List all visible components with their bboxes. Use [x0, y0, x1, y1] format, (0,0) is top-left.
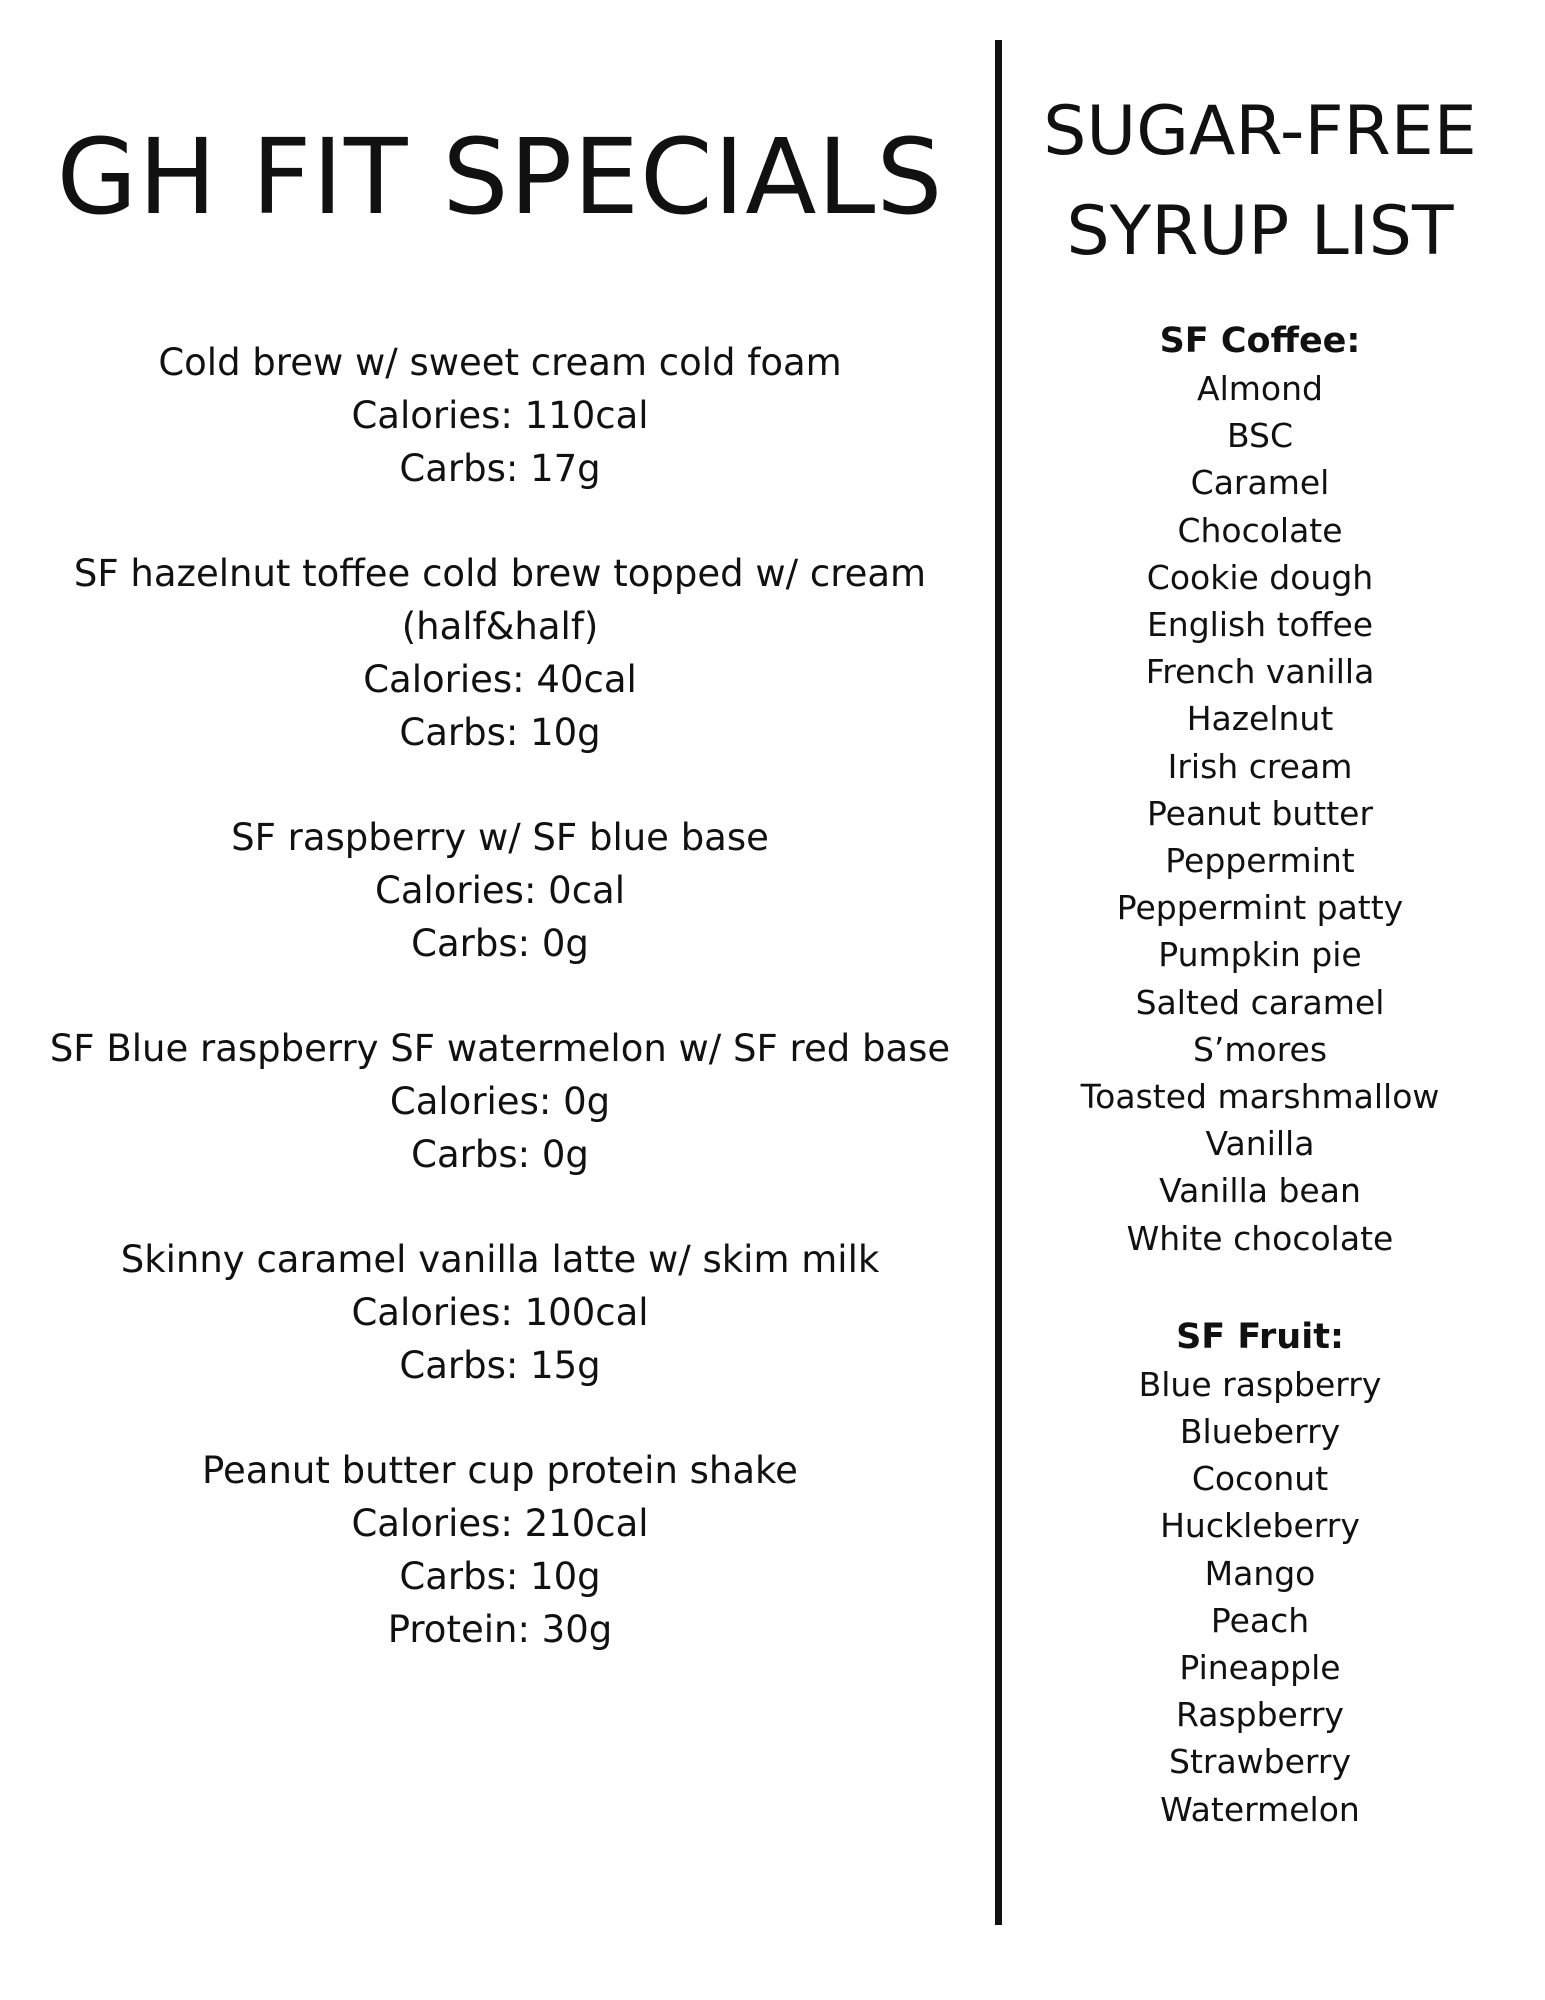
syrup-item: Toasted marshmallow: [1080, 1077, 1440, 1117]
syrup-item: Salted caramel: [1135, 982, 1385, 1022]
special-detail: Calories: 110cal: [351, 394, 649, 437]
syrup-item: Blue raspberry: [1138, 1364, 1382, 1404]
special-item: [0, 1022, 1000, 1181]
syrup-item: Coconut: [1191, 1459, 1329, 1499]
syrup-group: [1005, 1314, 1515, 1833]
syrup-item: BSC: [1226, 416, 1294, 456]
syrup-item: White chocolate: [1126, 1218, 1394, 1258]
special-detail: Carbs: 10g: [399, 1555, 601, 1598]
special-item: [0, 336, 1000, 495]
syrup-item: Caramel: [1190, 463, 1330, 503]
syrup-item: Chocolate: [1177, 510, 1343, 550]
syrup-item: Watermelon: [1160, 1789, 1360, 1829]
special-name: Skinny caramel vanilla latte w/ skim milk: [120, 1238, 880, 1281]
syrup-item: Pineapple: [1179, 1648, 1341, 1688]
special-name: SF Blue raspberry SF watermelon w/ SF red base: [49, 1027, 951, 1070]
syrup-item: S’mores: [1192, 1029, 1328, 1069]
syrup-groups: [1005, 318, 1515, 1885]
syrup-group: [1005, 318, 1515, 1262]
syrup-item: Huckleberry: [1160, 1506, 1360, 1546]
syrup-item: Strawberry: [1169, 1742, 1351, 1782]
special-name: SF raspberry w/ SF blue base: [231, 816, 769, 859]
syrup-title-line-2: SYRUP LIST: [1066, 192, 1454, 271]
syrup-column: [1005, 0, 1545, 2000]
special-name: SF hazelnut toffee cold brew topped w/ cream: [73, 552, 927, 595]
syrup-item: Peanut butter: [1146, 793, 1374, 833]
syrup-item: Hazelnut: [1186, 699, 1334, 739]
syrup-item: Raspberry: [1176, 1695, 1344, 1735]
syrup-item: Peach: [1210, 1600, 1310, 1640]
syrup-item: Mango: [1204, 1553, 1316, 1593]
syrup-item: Peppermint patty: [1116, 888, 1404, 928]
special-detail: Carbs: 17g: [399, 447, 601, 490]
specials-list: [0, 336, 1000, 1708]
syrup-item: Blueberry: [1179, 1412, 1341, 1452]
special-detail: Carbs: 0g: [411, 922, 589, 965]
syrup-item: Peppermint: [1165, 841, 1355, 881]
special-detail: Calories: 0cal: [374, 869, 626, 912]
page-title: GH FIT SPECIALS: [56, 116, 944, 238]
special-detail: Carbs: 15g: [399, 1344, 601, 1387]
special-item: [0, 547, 1000, 759]
special-name: Cold brew w/ sweet cream cold foam: [158, 341, 842, 384]
special-detail: Calories: 100cal: [351, 1291, 649, 1334]
column-divider: [995, 40, 1002, 1925]
syrup-item: Vanilla bean: [1159, 1171, 1361, 1211]
special-detail: Carbs: 0g: [411, 1133, 589, 1176]
syrup-item: Pumpkin pie: [1158, 935, 1362, 975]
syrup-list-title: [1005, 82, 1515, 282]
syrup-item: Almond: [1197, 369, 1323, 408]
special-name: Peanut butter cup protein shake: [202, 1449, 798, 1492]
syrup-item: Irish cream: [1167, 746, 1353, 786]
syrup-item: Vanilla: [1205, 1124, 1315, 1164]
special-item: [0, 1233, 1000, 1392]
syrup-item: French vanilla: [1145, 652, 1375, 692]
syrup-title-line-1: SUGAR-FREE: [1043, 92, 1477, 171]
special-detail: Calories: 210cal: [351, 1502, 649, 1545]
special-item: [0, 1444, 1000, 1656]
special-detail: (half&half): [401, 605, 599, 648]
special-detail: Carbs: 10g: [399, 711, 601, 754]
syrup-group-heading: SF Fruit:: [1176, 1316, 1344, 1357]
special-detail: Protein: 30g: [387, 1608, 613, 1651]
special-detail: Calories: 0g: [389, 1080, 611, 1123]
special-detail: Calories: 40cal: [363, 658, 637, 701]
syrup-item: Cookie dough: [1146, 557, 1374, 597]
syrup-group-heading: SF Coffee:: [1159, 321, 1361, 361]
special-item: [0, 811, 1000, 970]
syrup-item: English toffee: [1146, 605, 1374, 645]
